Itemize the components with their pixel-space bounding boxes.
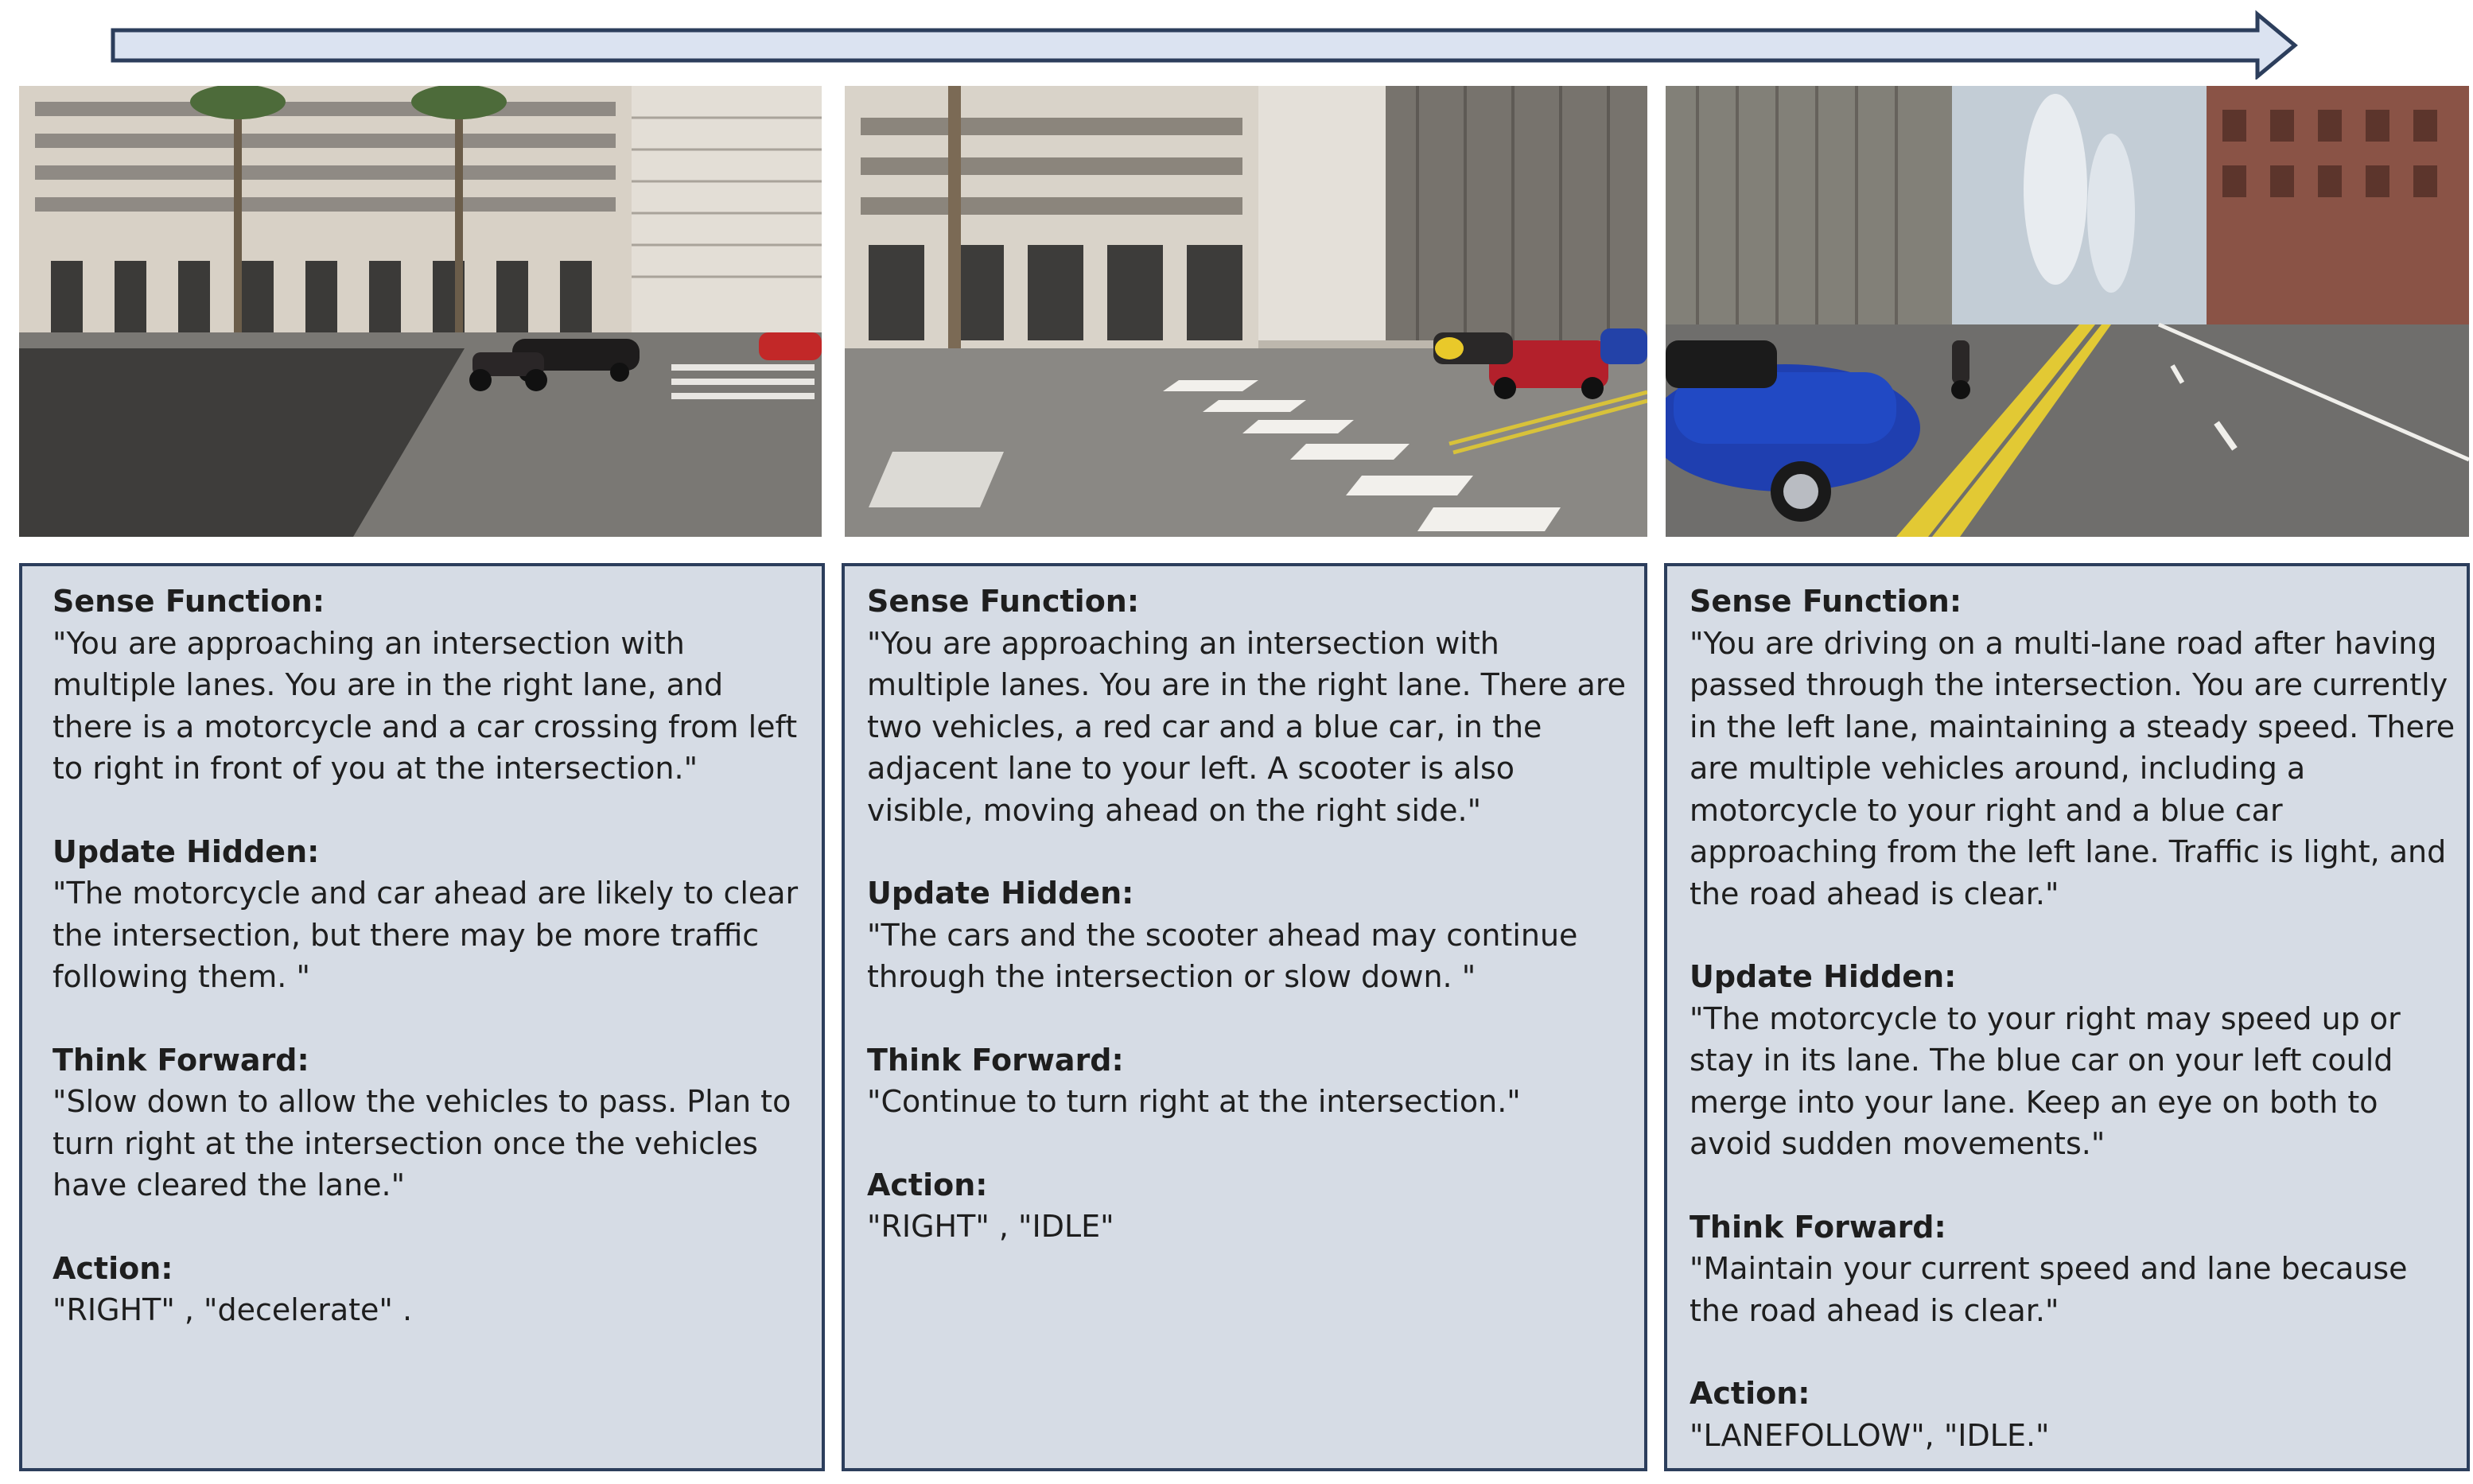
section-text: "RIGHT" , "IDLE"	[867, 1209, 1114, 1244]
section-heading: Action:	[867, 1167, 988, 1202]
section-text: "Slow down to allow the vehicles to pass. Plan to turn right at the intersection once the vehicles have cleared the lane."	[52, 1084, 791, 1202]
action-section	[52, 1248, 807, 1331]
action-section	[867, 1164, 1630, 1248]
right-arrow-icon	[113, 14, 2295, 76]
sense-function-section	[52, 581, 807, 790]
section-heading: Action:	[52, 1250, 173, 1286]
section-text: "The motorcycle and car ahead are likely to clear the intersection, but there may be more traffic following them. "	[52, 876, 799, 994]
section-heading: Sense Function:	[867, 584, 1140, 619]
section-heading: Sense Function:	[1689, 584, 1962, 619]
update-hidden-section	[52, 831, 807, 998]
reasoning-panel-1	[19, 563, 825, 1471]
scene-image-1	[19, 86, 822, 537]
section-text: "You are approaching an intersection with multiple lanes. You are in the right lane, and there is a motorcycle and a car crossing from left to right in front of you at the intersection."	[52, 625, 798, 786]
reasoning-panel-3	[1664, 563, 2470, 1471]
reasoning-panel-2	[842, 563, 1647, 1471]
section-heading: Action:	[1689, 1376, 1810, 1411]
section-text: "Continue to turn right at the intersection."	[867, 1084, 1521, 1119]
scene-image-2	[845, 86, 1647, 537]
timeline-arrow	[0, 0, 2473, 80]
think-forward-section	[867, 1039, 1630, 1123]
section-heading: Think Forward:	[867, 1042, 1124, 1078]
section-text: "The motorcycle to your right may speed up or stay in its lane. The blue car on your left could merge into your lane. Keep an eye on both to avoid sudden movements."	[1689, 1000, 2401, 1161]
section-text: "You are approaching an intersection with multiple lanes. You are in the right lane. There are two vehicles, a red car and a blue car, in the adjacent lane to your left. A scooter is also visible, moving ahead on the right side."	[867, 625, 1626, 828]
sense-function-section	[867, 581, 1630, 831]
sense-function-section	[1689, 581, 2457, 915]
scene-image-3	[1666, 86, 2469, 537]
section-text: "RIGHT" , "decelerate" .	[52, 1292, 413, 1327]
section-heading: Update Hidden:	[867, 876, 1134, 911]
update-hidden-section	[1689, 956, 2457, 1165]
section-text: "Maintain your current speed and lane because the road ahead is clear."	[1689, 1251, 2408, 1328]
think-forward-section	[52, 1039, 807, 1206]
section-heading: Think Forward:	[52, 1042, 309, 1078]
section-heading: Update Hidden:	[1689, 959, 1957, 994]
section-text: "The cars and the scooter ahead may continue through the intersection or slow down. "	[867, 917, 1578, 994]
section-heading: Think Forward:	[1689, 1209, 1946, 1245]
section-heading: Update Hidden:	[52, 833, 320, 869]
think-forward-section	[1689, 1206, 2457, 1332]
section-text: "LANEFOLLOW", "IDLE."	[1689, 1417, 2050, 1453]
update-hidden-section	[867, 872, 1630, 998]
section-heading: Sense Function:	[52, 584, 325, 619]
section-text: "You are driving on a multi-lane road after having passed through the intersection. You are currently in the left lane, maintaining a steady speed. There are multiple vehicles around, including a motorcycle to your right and a blue car approaching from the left lane. Traffic is light, and the road ahead is clear."	[1689, 625, 2456, 911]
action-section	[1689, 1373, 2457, 1456]
